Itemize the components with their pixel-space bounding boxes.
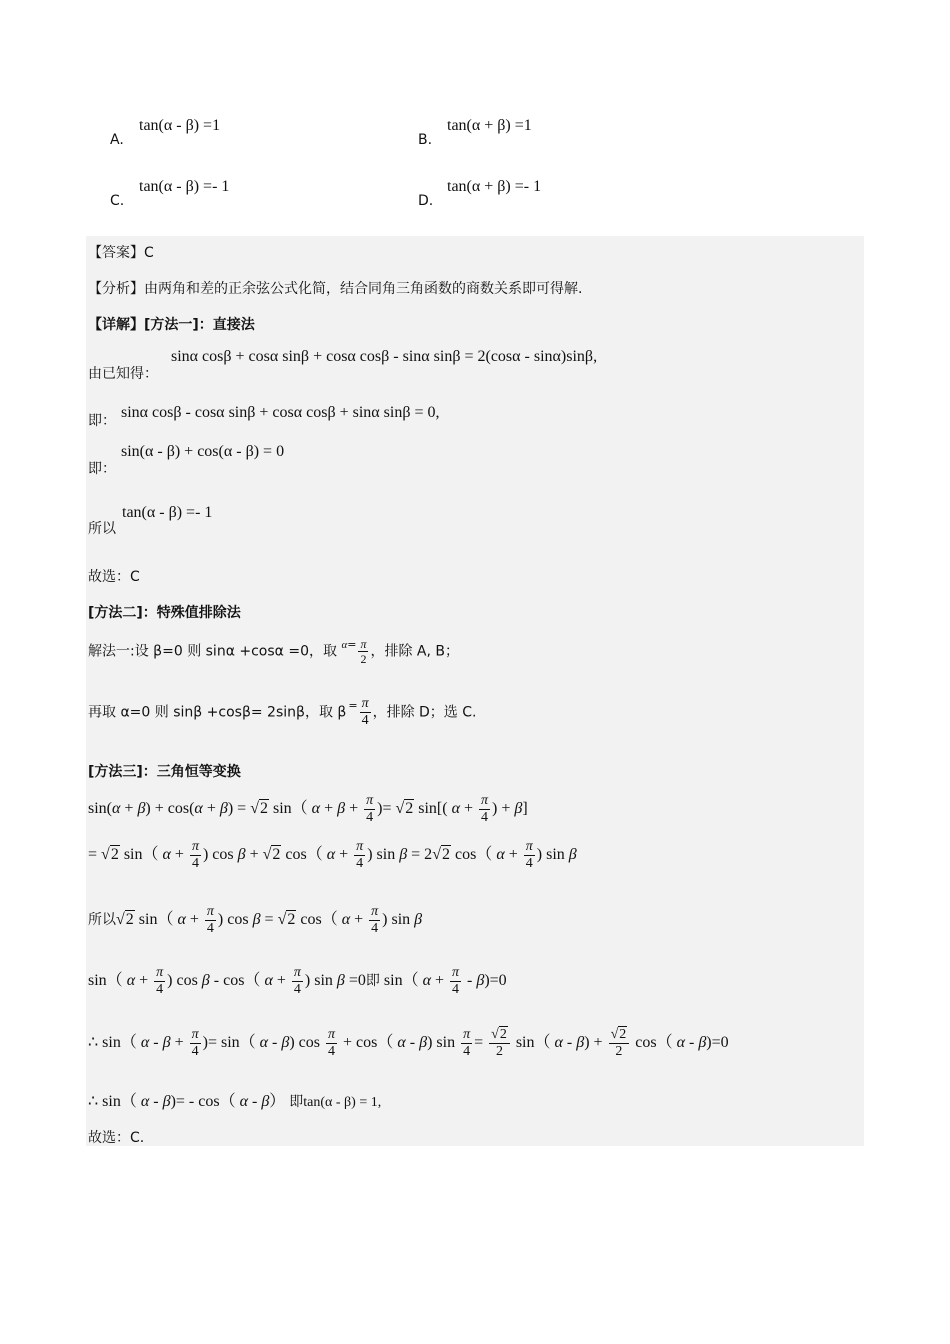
option-b-expr: tan(α + β) =1 (447, 117, 532, 134)
analysis-line (88, 278, 582, 298)
option-c-expr: tan(α - β) =- 1 (139, 178, 230, 195)
detail-line (88, 314, 255, 334)
analysis-text: 由两角和差的正余弦公式化简，结合同角三角函数的商数关系即可得解. (144, 281, 583, 297)
m3-eq5: ∴ sin（ α - β + $\frac{\pi}{4}$ )= sin（ α - β) cos $\frac{\pi}{4}$ + cos（ α - β) sin $\frac{\pi}{4}$ = $\frac{√2}{2}$ sin（ α - β) + $\frac{√2}{2}$ cos（ α - β)=0 (88, 1027, 729, 1059)
pi-over-2-fraction: $\frac{\pi}{2}$ (360, 637, 367, 666)
method1-title: [方法一]：直接法 (144, 317, 255, 333)
step-ji1-expr: sinα cosβ - cosα sinβ + cosα cosβ + sinα sinβ = 0, (121, 404, 440, 421)
m3-eq3: 所以√2 sin（ α + $\frac{\pi}{4}$ ) cos β = √2 cos（ α + $\frac{\pi}{4}$ ) sin β (88, 904, 423, 936)
step-ji2-prefix: 即： (88, 461, 116, 477)
m3-eq4: sin（ α + $\frac{\pi}{4}$ ) cos β - cos（ α + $\frac{\pi}{4}$ ) sin β =0即 sin（ α + $\frac{\pi}{4}$ - β)=0 (88, 965, 507, 997)
select-line-3: 故选：C. (88, 1130, 145, 1146)
answer-tag: 【答案】 (88, 245, 144, 261)
option-c-label: C. (110, 193, 125, 209)
analysis-tag: 【分析】 (88, 281, 144, 297)
detail-tag: 【详解】 (88, 317, 144, 333)
option-b-label: B. (418, 132, 433, 148)
m3-eq2: = √2 sin（ α + $\frac{\pi}{4}$ ) cos β + √2 cos（ α + $\frac{\pi}{4}$ ) sin β = 2√2 cos（ α + $\frac{\pi}{4}$ ) sin β (88, 839, 577, 871)
step-ji2-expr: sin(α - β) + cos(α - β) = 0 (121, 443, 285, 460)
select-line-1: 故选：C (88, 569, 140, 585)
step-known-prefix: 由已知得： (88, 366, 158, 382)
step-ji1-prefix: 即： (88, 413, 116, 429)
method2-line2: 再取 α=0 则 sinβ +cosβ= 2sinβ，取 β = $\frac{\pi}{4}$ ，排除 D；选 C. (88, 696, 477, 728)
solution-box (86, 236, 864, 1146)
m3-eq1: sin(α + β) + cos(α + β) = √2 sin（ α + β + $\frac{\pi}{4}$ )= √2 sin[( α + $\frac{\pi}{4}$ ) + β] (88, 793, 528, 825)
answer-line (88, 242, 154, 262)
method2-line1: 解法一:设 β=0 则 sinα +cosα =0，取 $^{\alpha=}$ $\frac{\pi}{2}$ ，排除 A, B； (88, 637, 459, 666)
option-d-expr: tan(α + β) =- 1 (447, 178, 542, 195)
method3-title: [方法三]：三角恒等变换 (88, 764, 241, 780)
method2-title: [方法二]：特殊值排除法 (88, 605, 241, 621)
option-a-label: A. (110, 132, 124, 148)
step-known-expr: sinα cosβ + cosα sinβ + cosα cosβ - sinα sinβ = 2(cosα - sinα)sinβ, (171, 348, 598, 365)
pi-over-4-fraction: $\frac{\pi}{4}$ (361, 696, 369, 728)
option-d-label: D. (418, 193, 434, 209)
answer-value: C (144, 245, 154, 261)
m3-eq6: ∴ sin（ α - β)= - cos（ α - β） 即tan(α - β) = 1, (88, 1093, 382, 1110)
sqrt-icon: √2 (250, 800, 268, 818)
step-suoyi-expr: tan(α - β) =- 1 (122, 504, 213, 521)
option-a-expr: tan(α - β) =1 (139, 117, 221, 134)
step-suoyi-prefix: 所以 (88, 521, 116, 537)
